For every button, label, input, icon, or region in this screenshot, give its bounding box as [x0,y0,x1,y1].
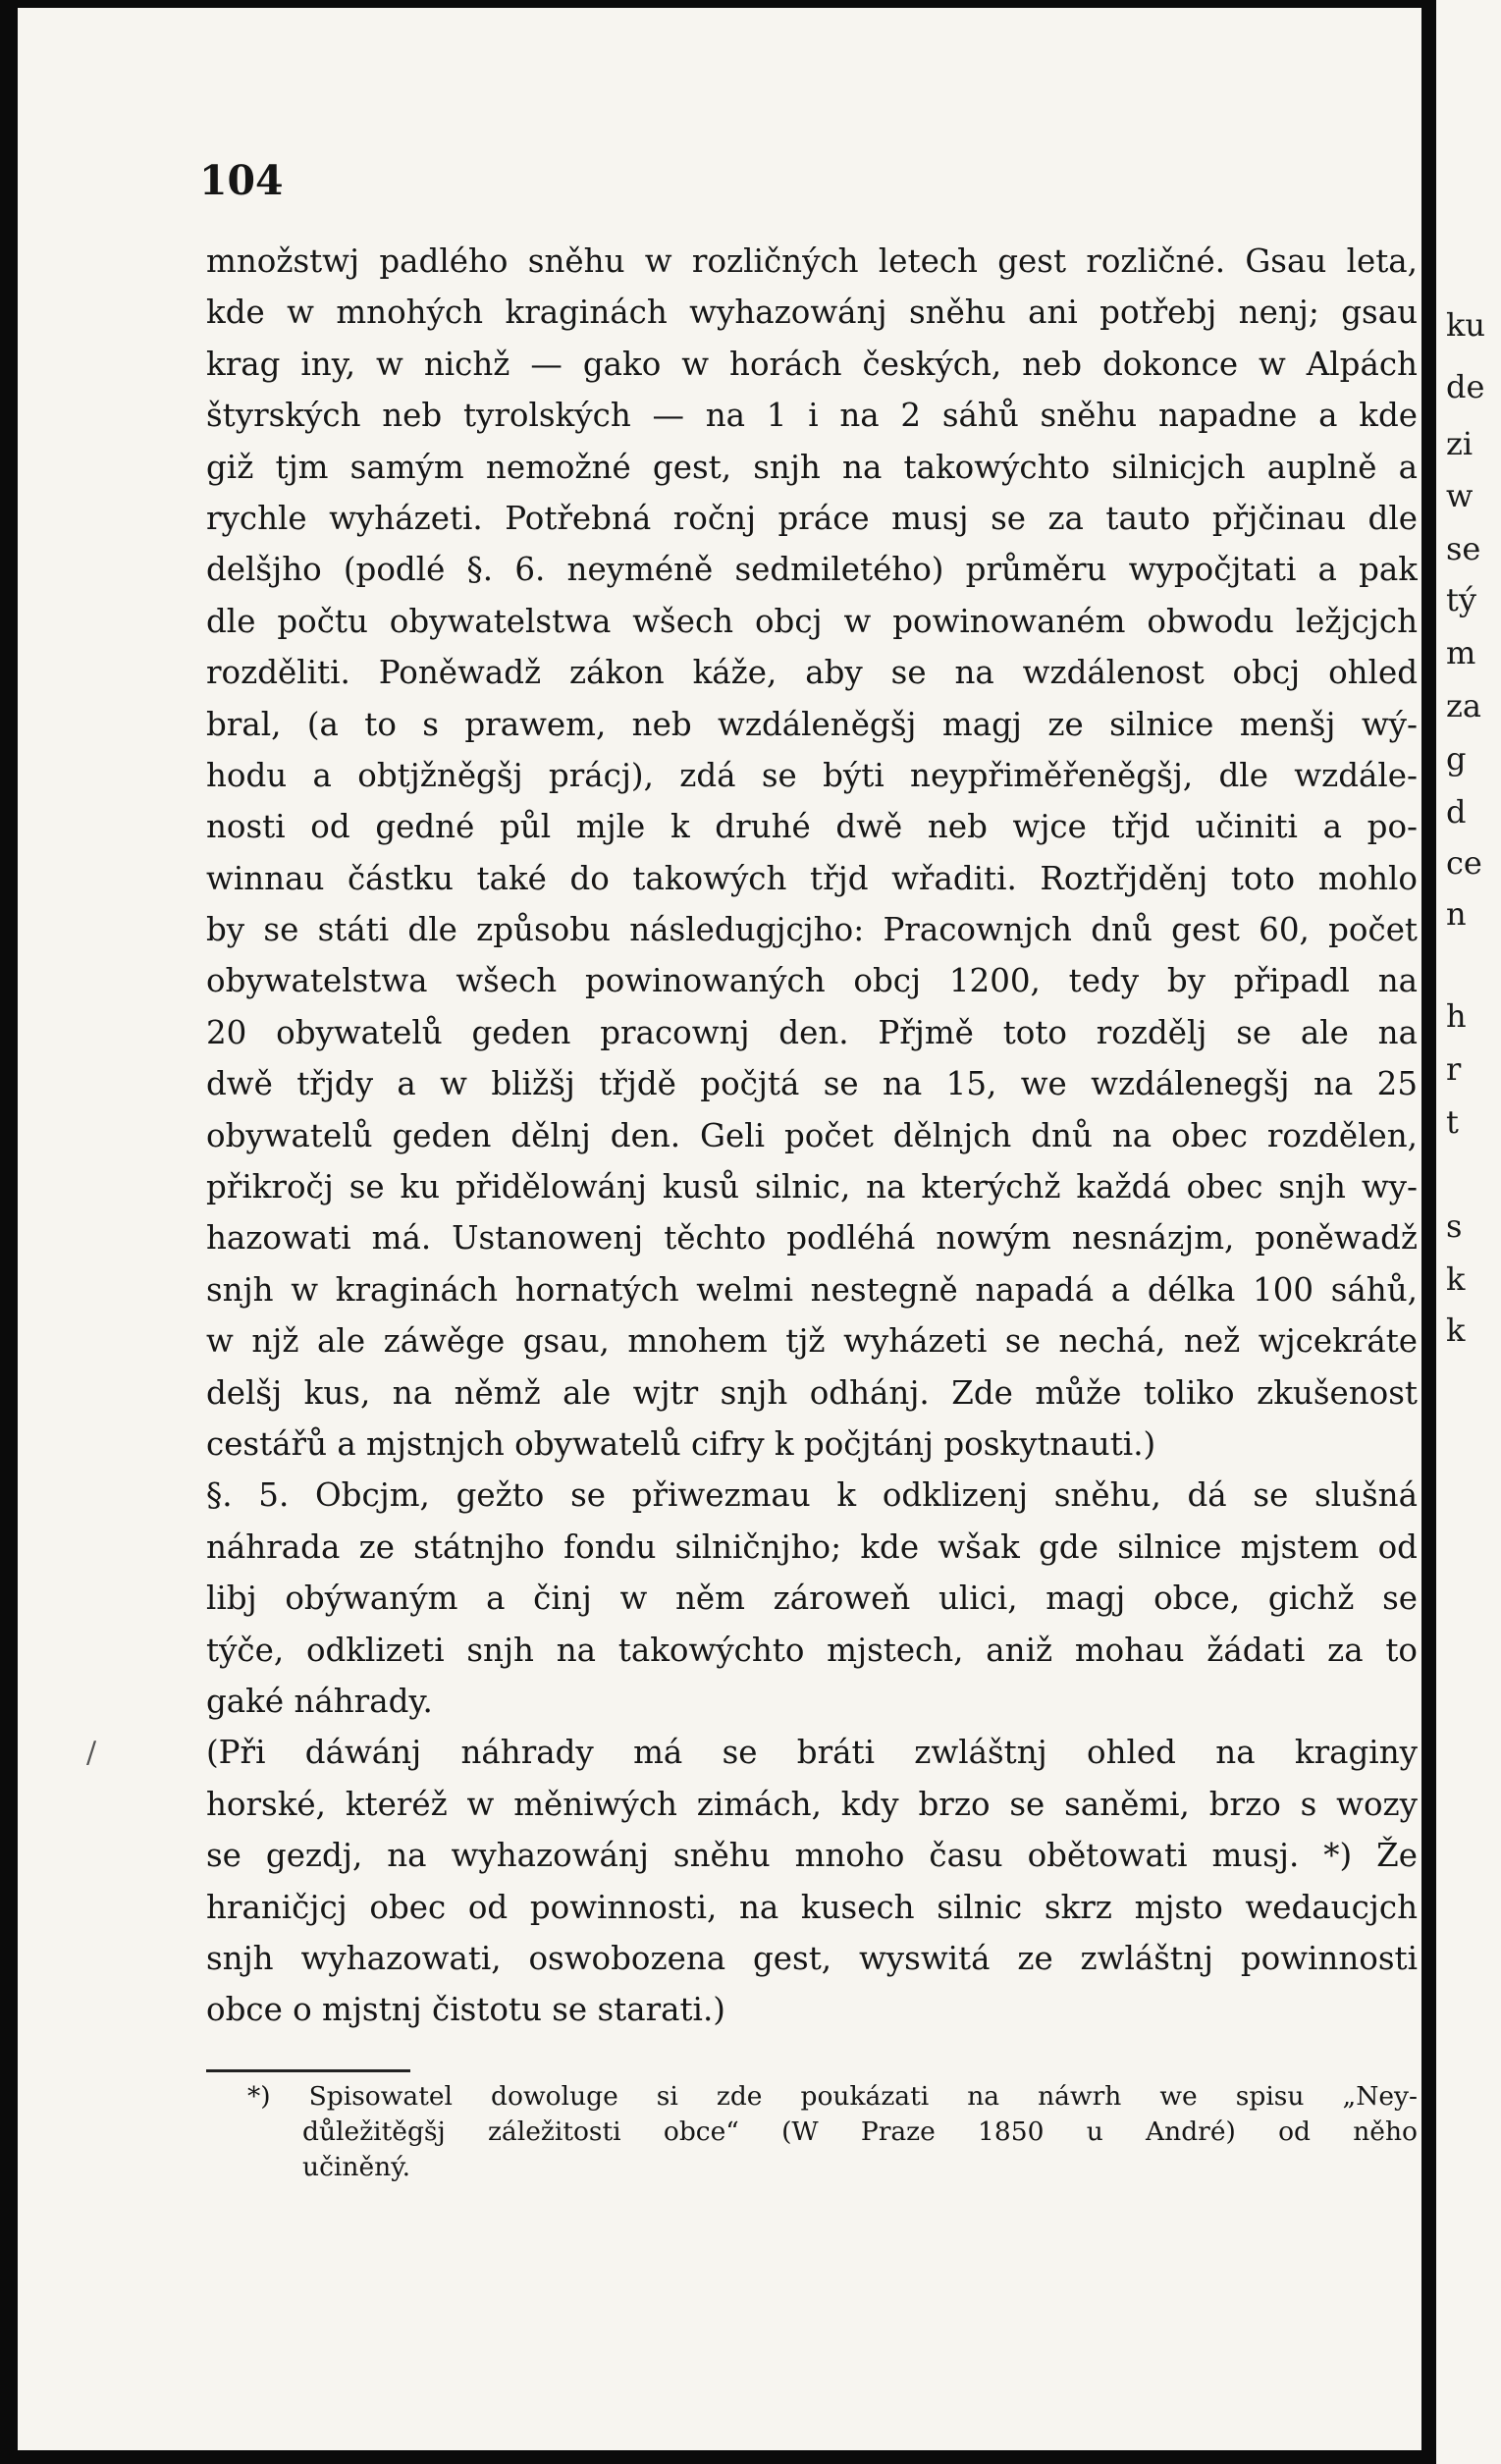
text-line: snjh w kraginách hornatých welmi nestegně napadá a délka 100 sáhů, [206,1270,1418,1309]
text-line: množstwj padlého sněhu w rozličných letech gest rozličné. Gsau leta, [206,242,1418,280]
text-line: giž tjm samým nemožné gest, snjh na takowýchto silnicjch auplně a [206,448,1418,486]
adjacent-page-fragment: k [1446,1312,1466,1349]
text-line: štyrských neb tyrolských — na 1 i na 2 sáhů sněhu napadne a kde [206,397,1418,435]
adjacent-page-fragment: t [1446,1103,1459,1141]
text-line: gaké náhrady. [206,1682,433,1720]
text-line: hodu a obtjžněgšj prácj), zdá se býti neypřiměřeněgšj, dle wzdále- [206,756,1418,794]
footnote-line: *) Spisowatel dowoluge si zde poukázati na náwrh we spisu „Ney- [247,2081,1418,2112]
text-line: by se státi dle způsobu následugjcjho: Pracownjch dnů gest 60, počet [206,911,1418,949]
text-line: (Při dáwánj náhrady má se bráti zwláštnj ohled na kraginy [206,1734,1418,1772]
text-line: horské, kteréž w měniwých zimách, kdy brzo se saněmi, brzo s wozy [206,1785,1418,1823]
text-line: se gezdj, na wyhazowánj sněhu mnoho času obětowati musj. *) Že [206,1837,1418,1875]
text-line: dle počtu obywatelstwa wšech obcj w powinowaném obwodu ležjcjch [206,602,1418,640]
text-line: hraničjcj obec od powinnosti, na kusech silnic skrz mjsto wedaucjch [206,1888,1418,1926]
text-line: snjh wyhazowati, oswobozena gest, wyswitá ze zwláštnj powinnosti [206,1939,1418,1977]
footnote-line: důležitěgšj záležitosti obce“ (W Praze 1850 u André) od něho [302,2116,1418,2147]
adjacent-page-fragment: r [1446,1050,1462,1088]
page-gutter [1421,0,1436,2464]
text-line: týče, odklizeti snjh na takowýchto mjstech, aniž mohau žádati za to [206,1631,1418,1669]
text-line: kde w mnohých kraginách wyhazowánj sněhu ani potřebj nenj; gsau [206,294,1418,332]
book-page [18,8,1421,2450]
text-line: cestářů a mjstnjch obywatelů cifry k počjtánj poskytnauti.) [206,1424,1156,1463]
text-line: winnau částku také do takowých třjd wřaditi. Roztřjděnj toto mohlo [206,859,1418,897]
text-line: krag iny, w nichž — gako w horách českých, neb dokonce w Alpách [206,345,1418,383]
text-line: náhrada ze státnjho fondu silničnjho; kde wšak gde silnice mjstem od [206,1527,1418,1566]
text-line: obywatelstwa wšech powinowaných obcj 1200, tedy by připadl na [206,962,1418,1000]
adjacent-page-fragment: se [1446,530,1481,567]
adjacent-page-fragment: d [1446,793,1467,830]
adjacent-page-fragment: de [1446,368,1485,405]
adjacent-page-edge [1436,0,1501,2464]
text-line: obce o mjstnj čistotu se starati.) [206,1991,725,2029]
text-line: bral, (a to s prawem, neb wzdáleněgšj magj ze silnice menšj wý- [206,705,1418,743]
body-text [206,236,1418,2036]
text-line: rozděliti. Poněwadž zákon káže, aby se na wzdálenost obcj ohled [206,654,1418,692]
adjacent-page-fragment: zi [1446,425,1474,462]
text-line: w njž ale záwěge gsau, mnohem tjž wyházeti se nechá, než wjcekráte [206,1322,1418,1361]
text-line: přikročj se ku přidělowánj kusů silnic, na kterýchž každá obec snjh wy- [206,1168,1418,1206]
text-line: obywatelů geden dělnj den. Geli počet dělnjch dnů na obec rozdělen, [206,1116,1418,1154]
adjacent-page-fragment: n [1446,895,1467,933]
text-line: delšj kus, na němž ale wjtr snjh odhánj. Zde může toliko zkušenost [206,1373,1418,1412]
page-number: 104 [199,157,284,204]
text-line: 20 obywatelů geden pracownj den. Přjmě toto rozdělj se ale na [206,1013,1418,1051]
adjacent-page-fragment: m [1446,634,1476,671]
adjacent-page-fragment: s [1446,1207,1463,1245]
text-line: rychle wyházeti. Potřebná ročnj práce musj se za tauto přjčinau dle [206,499,1418,537]
adjacent-page-fragment: ce [1446,844,1482,882]
footnote [206,2079,1418,2185]
adjacent-page-fragment: za [1446,687,1481,724]
adjacent-page-fragment: h [1446,997,1467,1035]
adjacent-page-fragment: ku [1446,306,1485,344]
footnote-rule [206,2069,410,2072]
margin-pencil-mark: / [86,1736,97,1770]
text-line: libj obýwaným a činj w něm zároweň ulici, magj obce, gichž se [206,1580,1418,1618]
text-line: nosti od gedné půl mjle k druhé dwě neb wjce třjd učiniti a po- [206,808,1418,846]
text-line: §. 5. Obcjm, gežto se přiwezmau k odklizenj sněhu, dá se slušná [206,1476,1418,1515]
adjacent-page-fragment: k [1446,1260,1466,1298]
adjacent-page-fragment: tý [1446,581,1476,618]
text-line: hazowati má. Ustanowenj těchto podléhá nowým nesnázjm, poněwadž [206,1219,1418,1258]
text-line: dwě třjdy a w bližšj třjdě počjtá se na 15, we wzdálenegšj na 25 [206,1065,1418,1103]
adjacent-page-fragment: w [1446,477,1474,514]
text-line: delšjho (podlé §. 6. neyméně sedmiletého) průměru wypočjtati a pak [206,551,1418,589]
footnote-line: učiněný. [302,2152,411,2182]
adjacent-page-fragment: g [1446,740,1467,777]
